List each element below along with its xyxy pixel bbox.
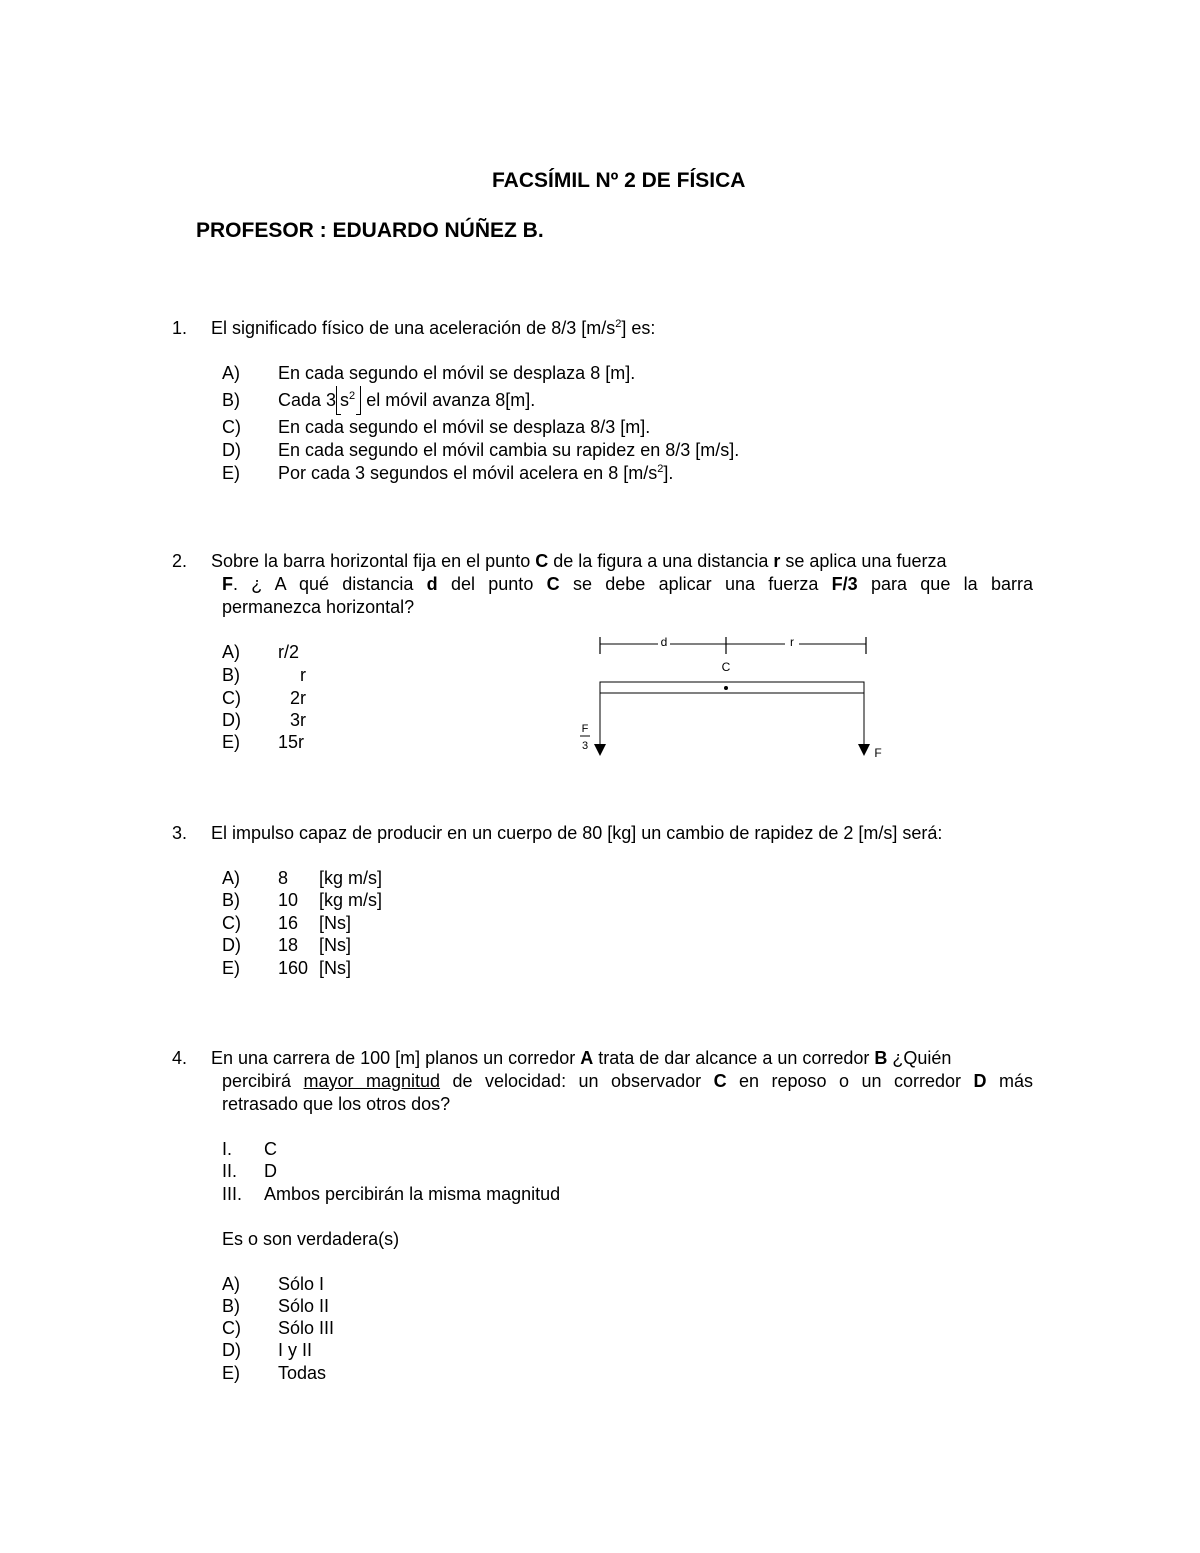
q3-stem: El impulso capaz de producir en un cuerpo de 80 [kg] un cambio de rapidez de 2 [m/s] será: (211, 823, 943, 843)
q1-option-b[interactable]: B) Cada 3 $s^2$ el móvil avanza 8[m]. (222, 390, 536, 410)
q4-statement-2: II. D (222, 1161, 277, 1181)
q2-option-b[interactable]: B) r (222, 665, 306, 685)
q1-option-a[interactable]: A) En cada segundo el móvil se desplaza 8 [m]. (222, 363, 636, 383)
pivot-point-c (724, 686, 728, 690)
q2-option-e[interactable]: E) 15r (222, 732, 305, 752)
q4-number: 4. (172, 1048, 188, 1068)
q4-stem-line2: percibirá mayor magnitud de velocidad: un observador C en reposo o un corredor D más (222, 1071, 1034, 1091)
q4-stem-line3: retrasado que los otros dos? (222, 1094, 451, 1114)
label-r: r (790, 635, 794, 649)
q2-stem-line3: permanezca horizontal? (222, 597, 415, 617)
force-f3-arrow-icon (594, 744, 606, 756)
q4-option-d[interactable]: D) I y II (222, 1340, 313, 1360)
q1-number: 1. (172, 318, 188, 338)
q3-option-d[interactable]: D) 18 [Ns] (222, 935, 352, 955)
q4-option-c[interactable]: C) Sólo III (222, 1318, 335, 1338)
q4-statement-3: III. Ambos percibirán la misma magnitud (222, 1184, 561, 1204)
lever-diagram (570, 630, 890, 765)
q2-stem-line1: Sobre la barra horizontal fija en el punto C de la figura a una distancia r se aplica una fuerza (211, 551, 947, 571)
label-f3-denominator: 3 (581, 740, 589, 752)
q3-option-b[interactable]: B) 10 [kg m/s] (222, 890, 383, 910)
q4-option-a[interactable]: A) Sólo I (222, 1274, 325, 1294)
q4-stem-line1: En una carrera de 100 [m] planos un corredor A trata de dar alcance a un corredor B ¿Quién (211, 1048, 952, 1068)
q3-option-c[interactable]: C) 16 [Ns] (222, 913, 352, 933)
q1-option-c[interactable]: C) En cada segundo el móvil se desplaza 8/3 [m]. (222, 417, 651, 437)
label-f: F (874, 746, 882, 760)
q4-option-e[interactable]: E) Todas (222, 1363, 327, 1383)
q2-option-a[interactable]: A) r/2 (222, 642, 300, 662)
q1-stem: El significado físico de una aceleración de 8/3 $[m/s^2]$ es: (211, 318, 656, 338)
q2-option-c[interactable]: C) 2r (222, 688, 306, 708)
q3-option-e[interactable]: E) 160 [Ns] (222, 958, 352, 978)
q2-option-d[interactable]: D) 3r (222, 710, 306, 730)
label-c: C (721, 660, 731, 674)
q3-number: 3. (172, 823, 188, 843)
label-d: d (660, 635, 668, 649)
q3-option-a[interactable]: A) 8 [kg m/s] (222, 868, 383, 888)
q1-option-e[interactable]: E) Por cada 3 segundos el móvil acelera en 8 $[m/s^2]$. (222, 463, 674, 483)
teacher-name: PROFESOR : EDUARDO NÚÑEZ B. (196, 219, 544, 242)
q4-prompt: Es o son verdadera(s) (222, 1229, 400, 1249)
label-f3-numerator: F (581, 723, 589, 735)
q2-stem-line2: F. ¿ A qué distancia d del punto C se debe aplicar una fuerza F/3 para que la barra (222, 574, 1033, 594)
document-title: FACSÍMIL Nº 2 DE FÍSICA (492, 169, 746, 192)
q4-statement-1: I. C (222, 1139, 277, 1159)
q1-option-d[interactable]: D) En cada segundo el móvil cambia su rapidez en 8/3 [m/s]. (222, 440, 740, 460)
q4-option-b[interactable]: B) Sólo II (222, 1296, 330, 1316)
force-f-arrow-icon (858, 744, 870, 756)
unit-bracket: $s^2$ (336, 389, 361, 411)
horizontal-bar (600, 682, 864, 693)
q2-number: 2. (172, 551, 188, 571)
